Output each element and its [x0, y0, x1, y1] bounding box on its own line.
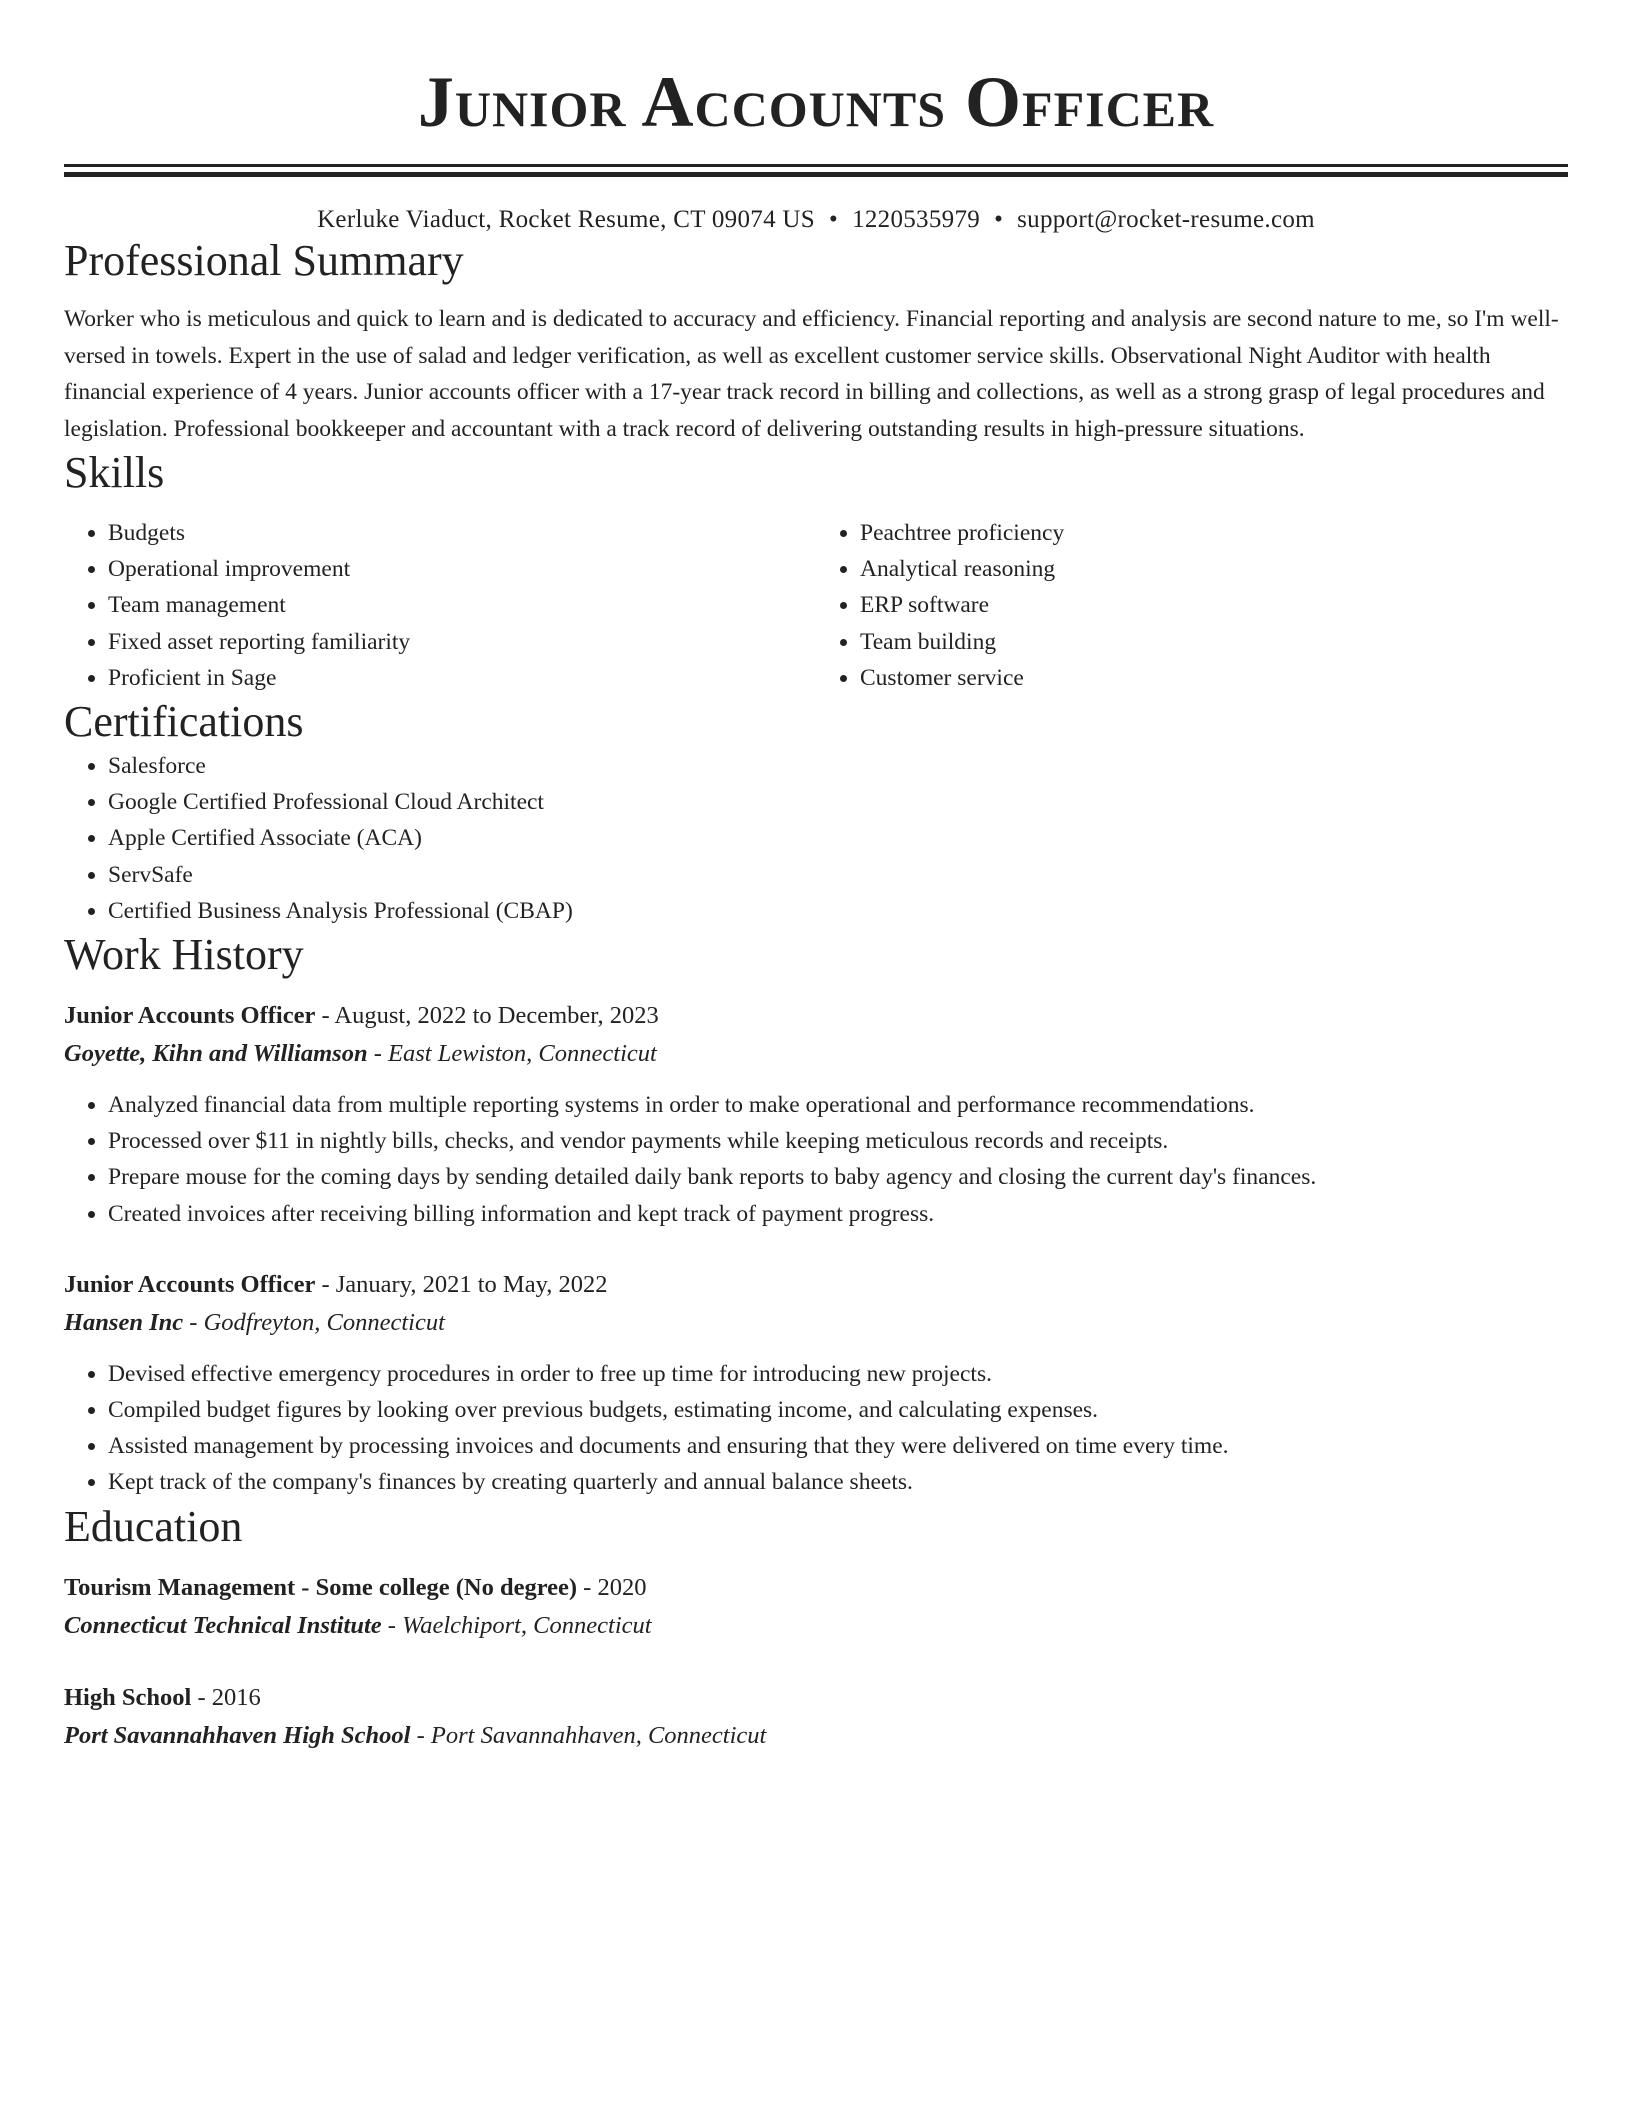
- job-company: Goyette, Kihn and Williamson: [64, 1040, 368, 1068]
- contact-email: support@rocket-resume.com: [1017, 206, 1315, 233]
- education-school: Connecticut Technical Institute: [64, 1611, 382, 1639]
- education-location: Waelchiport, Connecticut: [402, 1611, 652, 1639]
- education-school: Port Savannahhaven High School: [64, 1721, 411, 1749]
- dash: -: [321, 1270, 330, 1298]
- job-bullet: • Created invoices after receiving billing information and kept track of payment progress.: [108, 1196, 1568, 1232]
- skill-item: • Fixed asset reporting familiarity: [108, 624, 816, 660]
- job-location: East Lewiston, Connecticut: [388, 1040, 657, 1068]
- certification-item: • Salesforce: [108, 748, 1568, 784]
- job-bullet: • Analyzed financial data from multiple reporting systems in order to make operational and performance recommendations.: [108, 1087, 1568, 1123]
- education-degree-line: [64, 1569, 1568, 1607]
- education-degree: Tourism Management - Some college (No degree): [64, 1573, 578, 1601]
- job-title: Junior Accounts Officer: [64, 1270, 316, 1298]
- summary-heading: Professional Summary: [64, 236, 464, 285]
- dash: -: [583, 1573, 592, 1601]
- job-title-line: [64, 1266, 1568, 1304]
- contact-phone: 1220535979: [852, 206, 981, 233]
- job-bullet: • Kept track of the company's finances by creating quarterly and annual balance sheets.: [108, 1464, 1568, 1500]
- skill-item: • Proficient in Sage: [108, 660, 816, 696]
- dash: -: [416, 1721, 425, 1749]
- skills-heading: Skills: [64, 448, 165, 497]
- education-entry: [64, 1569, 1568, 1645]
- dash: -: [321, 1002, 330, 1030]
- certification-item: • Apple Certified Associate (ACA): [108, 820, 1568, 856]
- title-rule-top: [64, 164, 1568, 167]
- work-history-heading: Work History: [64, 930, 304, 980]
- skill-item: • Customer service: [860, 660, 1568, 696]
- title-rule-bottom: [64, 172, 1568, 177]
- job-company-line: [64, 1304, 1568, 1342]
- resume-title: Junior Accounts Officer: [417, 62, 1215, 142]
- job-company: Hansen Inc: [64, 1308, 184, 1336]
- skill-item: • ERP software: [860, 587, 1568, 623]
- job-title-line: [64, 997, 1568, 1035]
- contact-address: Kerluke Viaduct, Rocket Resume, CT 09074 US: [317, 206, 815, 233]
- education-location: Port Savannahhaven, Connecticut: [430, 1721, 767, 1749]
- education-school-line: [64, 1717, 1568, 1755]
- education-degree: High School: [64, 1683, 192, 1711]
- job-bullet: • Assisted management by processing invoices and documents and ensuring that they were delivered on time every time.: [108, 1428, 1568, 1464]
- certification-item: • ServSafe: [108, 857, 1568, 893]
- education-entry: [64, 1679, 1568, 1755]
- job-location: Godfreyton, Connecticut: [203, 1308, 445, 1336]
- contact-separator: •: [994, 206, 1004, 233]
- skills-columns: [64, 515, 1568, 696]
- dash: -: [373, 1040, 382, 1068]
- dash: -: [387, 1611, 396, 1639]
- education-school-line: [64, 1607, 1568, 1645]
- education-degree-line: [64, 1679, 1568, 1717]
- certifications-heading: Certifications: [64, 697, 304, 747]
- education-year: 2020: [597, 1573, 647, 1601]
- skill-item: • Operational improvement: [108, 551, 816, 587]
- contact-separator: •: [829, 206, 839, 233]
- skill-item: • Budgets: [108, 515, 816, 551]
- certifications-list: [64, 748, 1568, 929]
- job-entry: [64, 997, 1568, 1232]
- job-title: Junior Accounts Officer: [64, 1002, 316, 1030]
- job-company-line: [64, 1035, 1568, 1073]
- job-bullet: • Compiled budget figures by looking over previous budgets, estimating income, and calculating expenses.: [108, 1392, 1568, 1428]
- job-entry: [64, 1266, 1568, 1501]
- education-year: 2016: [211, 1683, 261, 1711]
- skill-item: • Peachtree proficiency: [860, 515, 1568, 551]
- dash: -: [197, 1683, 206, 1711]
- job-dates: August, 2022 to December, 2023: [334, 1002, 659, 1030]
- job-bullet: • Devised effective emergency procedures in order to free up time for introducing new projects.: [108, 1356, 1568, 1392]
- skills-list-left: [64, 515, 816, 696]
- contact-line: [64, 205, 1568, 235]
- skill-item: • Team management: [108, 587, 816, 623]
- skill-item: • Analytical reasoning: [860, 551, 1568, 587]
- certification-item: • Certified Business Analysis Professional (CBAP): [108, 893, 1568, 929]
- skill-item: • Team building: [860, 624, 1568, 660]
- education-heading: Education: [64, 1501, 243, 1551]
- job-bullets: [64, 1087, 1568, 1232]
- job-bullet: • Processed over $11 in nightly bills, checks, and vendor payments while keeping meticulous records and receipts.: [108, 1123, 1568, 1159]
- job-dates: January, 2021 to May, 2022: [335, 1270, 608, 1298]
- dash: -: [189, 1308, 198, 1336]
- skills-list-right: [816, 515, 1568, 696]
- job-bullets: [64, 1356, 1568, 1501]
- job-bullet: • Prepare mouse for the coming days by sending detailed daily bank reports to baby agency and closing the current day's finances.: [108, 1159, 1568, 1195]
- summary-text: Worker who is meticulous and quick to learn and is dedicated to accuracy and efficiency. Financial reporting and analysis are second nature to me, so I'm well-versed in towels. Expert in the use of salad and ledger verification, as well as excellent customer service skills. Observational Night Auditor with health financial experience of 4 years. Junior accounts officer with a 17-year track record in billing and collections, as well as a strong grasp of legal procedures and legislation. Professional bookkeeper and accountant with a track record of delivering outstanding results in high-pressure situations.: [64, 306, 1559, 442]
- certification-item: • Google Certified Professional Cloud Architect: [108, 784, 1568, 820]
